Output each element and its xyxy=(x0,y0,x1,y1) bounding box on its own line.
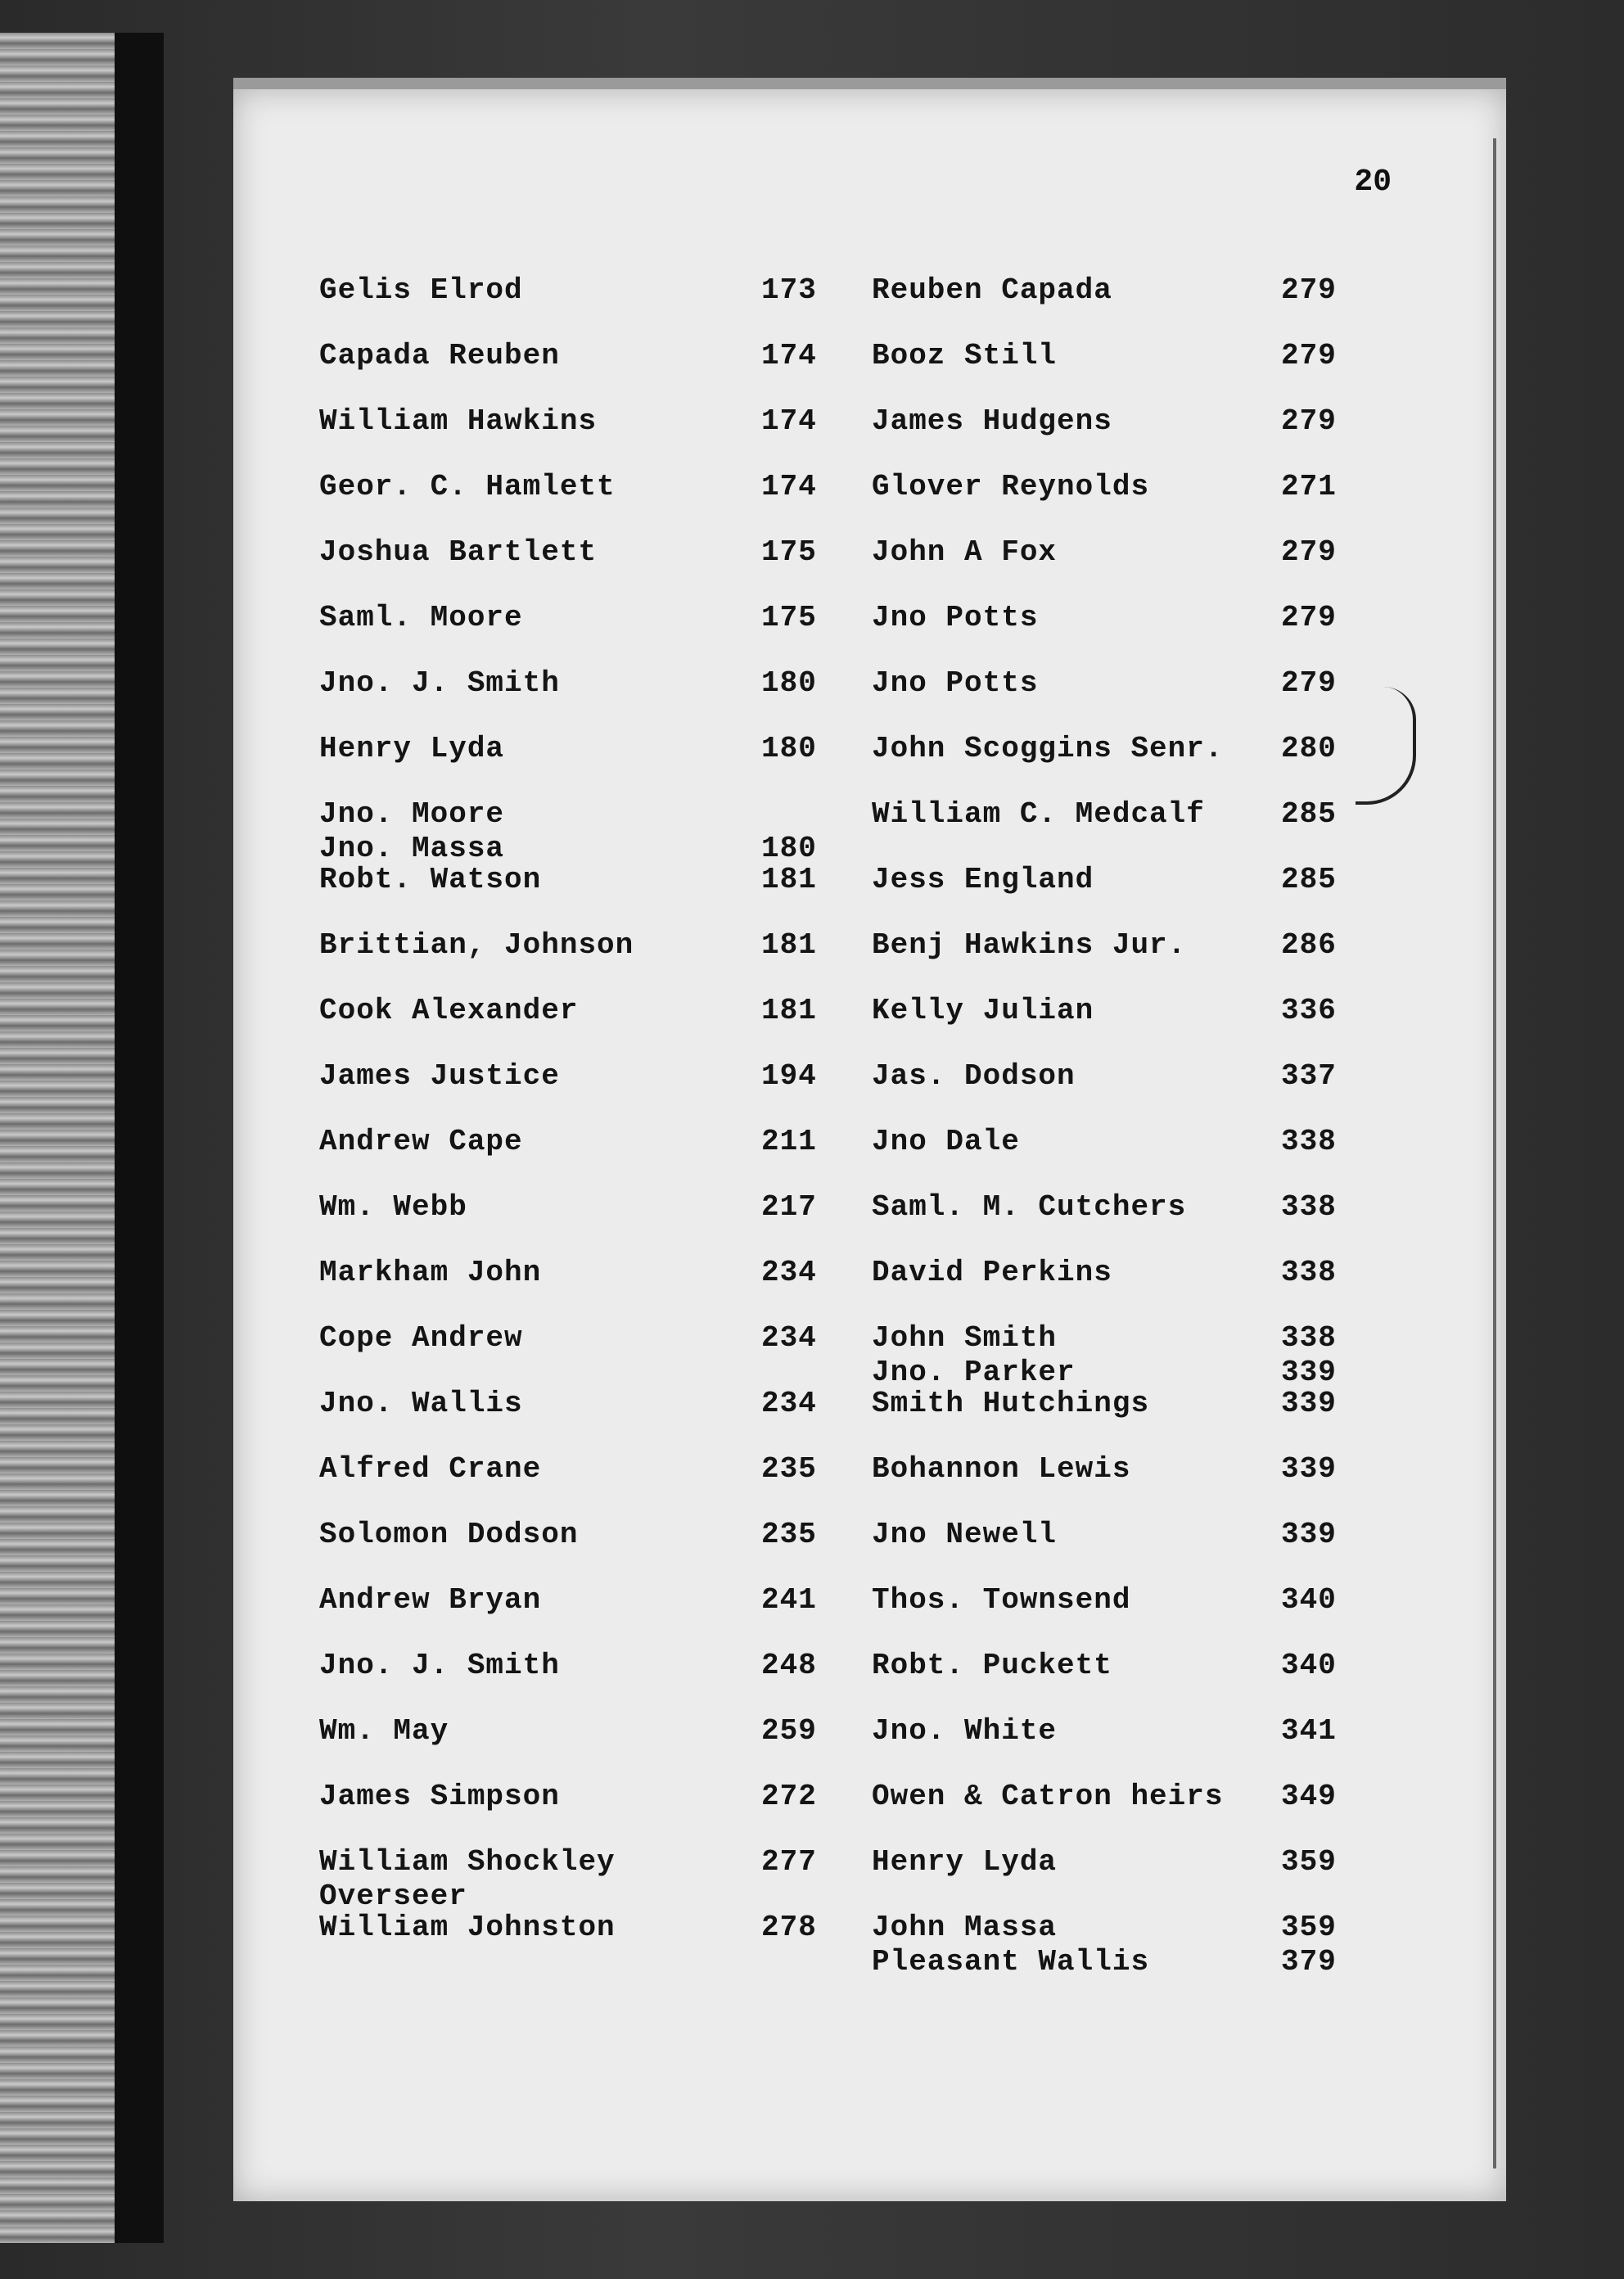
entry-page-number: 338 xyxy=(1281,1125,1337,1158)
entry-page-number: 279 xyxy=(1281,601,1337,634)
entry-page-number: 234 xyxy=(761,1387,817,1420)
entry-page-number: 181 xyxy=(761,863,817,896)
entry-page-number: 340 xyxy=(1281,1649,1337,1682)
entry-page-number: 339 xyxy=(1281,1518,1337,1551)
entry-page-number: 359 xyxy=(1281,1845,1337,1879)
entry-name: Saml. Moore xyxy=(319,601,523,634)
entry-name: Jno. Moore Jno. Massa xyxy=(319,797,505,865)
entry-page-number: 235 xyxy=(761,1452,817,1486)
entry-name: Wm. Webb xyxy=(319,1190,467,1224)
entry-name: Booz Still xyxy=(872,339,1058,372)
entry-page-number: 248 xyxy=(761,1649,817,1682)
entry-page-number: 349 xyxy=(1281,1780,1337,1813)
entry-page-number: 259 xyxy=(761,1714,817,1748)
entry-page-number: 180 xyxy=(761,832,817,865)
entry-page-number: 279 xyxy=(1281,339,1337,372)
entry-name: Bohannon Lewis xyxy=(872,1452,1131,1486)
entry-page-number: 337 xyxy=(1281,1059,1337,1093)
entry-name: Robt. Watson xyxy=(319,863,542,896)
entry-page-number: 279 xyxy=(1281,666,1337,700)
binding-shadow xyxy=(115,33,164,2243)
entry-name: Owen & Catron heirs xyxy=(872,1780,1224,1813)
entry-name: Joshua Bartlett xyxy=(319,535,598,569)
entry-page-number: 174 xyxy=(761,470,817,503)
entry-name: Markham John xyxy=(319,1256,542,1289)
entry-page-number: 175 xyxy=(761,535,817,569)
entry-page-number: 279 xyxy=(1281,535,1337,569)
entry-name: James Hudgens xyxy=(872,404,1112,438)
entry-page-number: 272 xyxy=(761,1780,817,1813)
adjacent-page-strip xyxy=(0,33,164,2243)
entry-page-number: 180 xyxy=(761,732,817,765)
entry-name: Kelly Julian xyxy=(872,994,1094,1027)
entry-name: Solomon Dodson xyxy=(319,1518,579,1551)
entry-name: Andrew Cape xyxy=(319,1125,523,1158)
entry-name: Jno. J. Smith xyxy=(319,1649,560,1682)
entry-name: Smith Hutchings xyxy=(872,1387,1150,1420)
entry-page-number: 278 xyxy=(761,1911,817,1944)
entry-name: Jno Potts xyxy=(872,601,1039,634)
entry-name: Saml. M. Cutchers xyxy=(872,1190,1187,1224)
entry-page-number: 285 xyxy=(1281,797,1337,831)
page-number: 20 xyxy=(1354,165,1392,200)
entry-page-number: 180 xyxy=(761,666,817,700)
entry-page-number: 175 xyxy=(761,601,817,634)
entry-name: Reuben Capada xyxy=(872,273,1112,307)
entry-page-number: 338 xyxy=(1281,1256,1337,1289)
entry-page-number: 174 xyxy=(761,404,817,438)
entry-page-number: 181 xyxy=(761,928,817,962)
entry-name: Cook Alexander xyxy=(319,994,579,1027)
entry-name: Jess England xyxy=(872,863,1094,896)
entry-page-number: 271 xyxy=(1281,470,1337,503)
entry-name: William Hawkins xyxy=(319,404,598,438)
entry-page-number: 339 xyxy=(1281,1387,1337,1420)
entry-page-number: 339 xyxy=(1281,1452,1337,1486)
entry-name: John Scoggins Senr. xyxy=(872,732,1224,765)
page-edge-line xyxy=(1493,138,1496,2168)
entry-page-number: 279 xyxy=(1281,404,1337,438)
entry-name: William Shockley Overseer xyxy=(319,1845,616,1913)
entry-page-number: 234 xyxy=(761,1256,817,1289)
entry-name: Brittian, Johnson xyxy=(319,928,634,962)
entry-page-number: 340 xyxy=(1281,1583,1337,1617)
entry-page-number: 359 379 xyxy=(1281,1911,1337,1979)
entry-name: James Simpson xyxy=(319,1780,560,1813)
entry-name: Gelis Elrod xyxy=(319,273,523,307)
entry-page-number: 285 xyxy=(1281,863,1337,896)
entry-name: John Smith Jno. Parker xyxy=(872,1321,1076,1389)
entry-name: James Justice xyxy=(319,1059,560,1093)
entry-page-number: 217 xyxy=(761,1190,817,1224)
entry-page-number: 234 xyxy=(761,1321,817,1355)
entry-name: Henry Lyda xyxy=(872,1845,1058,1879)
entry-name: John A Fox xyxy=(872,535,1058,569)
entry-name: Thos. Townsend xyxy=(872,1583,1131,1617)
entry-page-number: 280 xyxy=(1281,732,1337,765)
entry-page-number: 341 xyxy=(1281,1714,1337,1748)
entry-name: Jno Newell xyxy=(872,1518,1058,1551)
entry-name: William C. Medcalf xyxy=(872,797,1205,831)
entry-page-number: 338 xyxy=(1281,1190,1337,1224)
document-page xyxy=(233,78,1506,2201)
entry-name: Jno. J. Smith xyxy=(319,666,560,700)
entry-name: Capada Reuben xyxy=(319,339,560,372)
entry-name: David Perkins xyxy=(872,1256,1112,1289)
entry-name: Wm. May xyxy=(319,1714,449,1748)
entry-name: Jno. White xyxy=(872,1714,1058,1748)
entry-name: Geor. C. Hamlett xyxy=(319,470,616,503)
entry-page-number: 286 xyxy=(1281,928,1337,962)
entry-name: Glover Reynolds xyxy=(872,470,1150,503)
entry-page-number: 211 xyxy=(761,1125,817,1158)
entry-page-number: 277 xyxy=(761,1845,817,1879)
entry-page-number: 173 xyxy=(761,273,817,307)
entry-name: Cope Andrew xyxy=(319,1321,523,1355)
entry-name: Jas. Dodson xyxy=(872,1059,1076,1093)
entry-page-number: 194 xyxy=(761,1059,817,1093)
entry-name: Alfred Crane xyxy=(319,1452,542,1486)
handwritten-bracket-mark xyxy=(1356,687,1416,805)
entry-page-number: 235 xyxy=(761,1518,817,1551)
entry-page-number: 338 339 xyxy=(1281,1321,1337,1389)
entry-name: Benj Hawkins Jur. xyxy=(872,928,1187,962)
entry-page-number: 174 xyxy=(761,339,817,372)
entry-name: Henry Lyda xyxy=(319,732,505,765)
entry-name: Andrew Bryan xyxy=(319,1583,542,1617)
entry-name: Jno Potts xyxy=(872,666,1039,700)
entry-name: William Johnston xyxy=(319,1911,616,1944)
entry-name: Robt. Puckett xyxy=(872,1649,1112,1682)
entry-name: Jno Dale xyxy=(872,1125,1020,1158)
entry-page-number: 279 xyxy=(1281,273,1337,307)
entry-name: John Massa Pleasant Wallis xyxy=(872,1911,1150,1979)
entry-name: Jno. Wallis xyxy=(319,1387,523,1420)
entry-page-number: 336 xyxy=(1281,994,1337,1027)
entry-page-number: 181 xyxy=(761,994,817,1027)
entry-page-number: 241 xyxy=(761,1583,817,1617)
